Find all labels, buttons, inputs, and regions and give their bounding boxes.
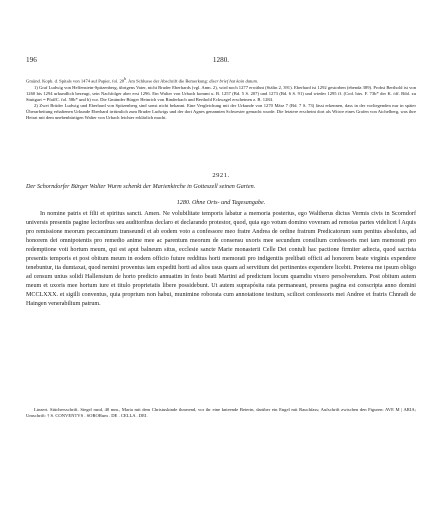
source-note-a: Gmünd. Kopb. d. Spitals von 1474 auf Papier, fol. 20 (26, 78, 125, 84)
source-note-b: . Am Schlusse der Abschrift die Bemerkung: (126, 78, 209, 84)
seal-note-text: Linzert. Stüchersschrift. Siegel rund, 40 mm., Maria mit dem Christuskinde thronend, vor ihr eine knieende Beterin, darüber ein Engel mit Rauchfass; Aufschrift zwischen den Figuren: AVE M | ARIA; Umschrift: † S. CONVENTVS . SORORum . DE . CELLA . DEI. (26, 407, 416, 419)
running-year: 1280. (212, 56, 230, 64)
document-body (26, 210, 416, 310)
preface-notes (26, 76, 416, 121)
footnote-2: 2) Zwei Brüder Ludwig und Eberhard von Spitzenberg sind sonst nicht bekannt. Eine Vergleichung mit der Urkunde von 1270 März 7 (Bd. 7 S. 73) lässt erkennen, dass in der vorliegenden nur in später Überarbeitung erhaltenen Urkunde Eberhard irrtümlich zum Bruder Ludwigs und der dort Agnes genannten Schwester gemacht wurde. Die letztere erscheint dort als Witwe eines Grafen von Aichelberg, was ihre Heirat mit dem unebenbürtigen Walter von Urbach leichter erklärlich macht. (26, 102, 416, 121)
source-note-sup: b (124, 77, 126, 81)
footnote-1: 1) Graf Ludwig von Helfenstein-Spitzenberg, übrigens Vater, nicht Bruder Eberhards (vgl. Anm. 2), wird noch 1277 erwähnt (Stälin 2, 391). Eberhard ist 1292 gestorben (ebenda 389). Probst Berthold ist von 1260 bis 1294 urkundlich bezeugt, sein Nachfolger aber erst 1296. Ein Walter von Urbach kommt u. B. 1257 (Bd. 5 S. 207) und 1273 (Bd. 6 S. 91) und wieder 1295 ff. (Cod. hirs. F. 73b* der K. öff. Bibl. zu Stuttgart = PfaffC. fol. 58b* und b) vor. Die Gmünder Bürger Heinrich von Rinderbach und Berthold Eckwagel erscheinen z. B. 1284. (26, 84, 416, 102)
body-text: In nomine patris et filii et spiritus sancti. Amen. Ne volubilitate temporis labatur a memoria posterius, ego Waltherus dictus Vermis civis in Scorndorf universis presentis pagine lectoribus seu auditoribus declaro et declarando protestor, quod, quia ego votum domino voveram ad remotas partes videlicet ‖ Aquis pro remissione meorum peccaminum transeundi et ab eodem voto a confessore meo fratre Andrea de ordine fratrum Predicatorum sum penitus absolutus, ad honorem dei omnipotentis pro remedio anime mee ac parentum meorum de consensu uxoris mee secundum consilium confessoris mei iam memorati pro redemptione voti hortum meum, qui est aput balneum situs, ecclesie sancte Marie monasterii Celle Dei contuli hac pactione firmiter adiecta, quod sacrista presentis temporis et post obitum meum in eodem officio future redditus horti memorati pro indigentiis prelibati officii ad honorem beate virginis expendere tenebuntur, ita dumtaxat, quod nemini proventus iam expediti horti ad alios usus quam ad servitium dei pertinentes expendere licebit. Preterea me ipsum obligo ad censum unius solidi Hallensium de horto predicto annuatim in festo beati Martini ad predictum locum quamdiu vixero persolvendum. Post obitum autem meum et uxoris mee hortum iure et titulo proprietatis libere possidebunt. Ut autem suprapósita rata permaneant, presens pagina est conscripta anno domini MCCLXXX. et sigilli conventus, quia proprium non habui, munimine roborata cum annotatione testium, scilicet confessoris mei Andree et fratris Chnradi de Haingen venerabilium patrum. (26, 211, 416, 308)
document-date: 1280. Ohne Orts- und Tagesangabe. (176, 200, 266, 206)
source-note (26, 76, 416, 85)
document-number: 2921. (212, 172, 230, 179)
seal-note (26, 407, 416, 419)
source-note-italic: diser brief hat kain datum. (209, 78, 259, 84)
document-title: Der Schorndorfer Bürger Walter Wurm schenkt der Marienkirche in Gotteszell seinen Garten. (26, 184, 256, 190)
page-number: 196 (26, 56, 37, 64)
